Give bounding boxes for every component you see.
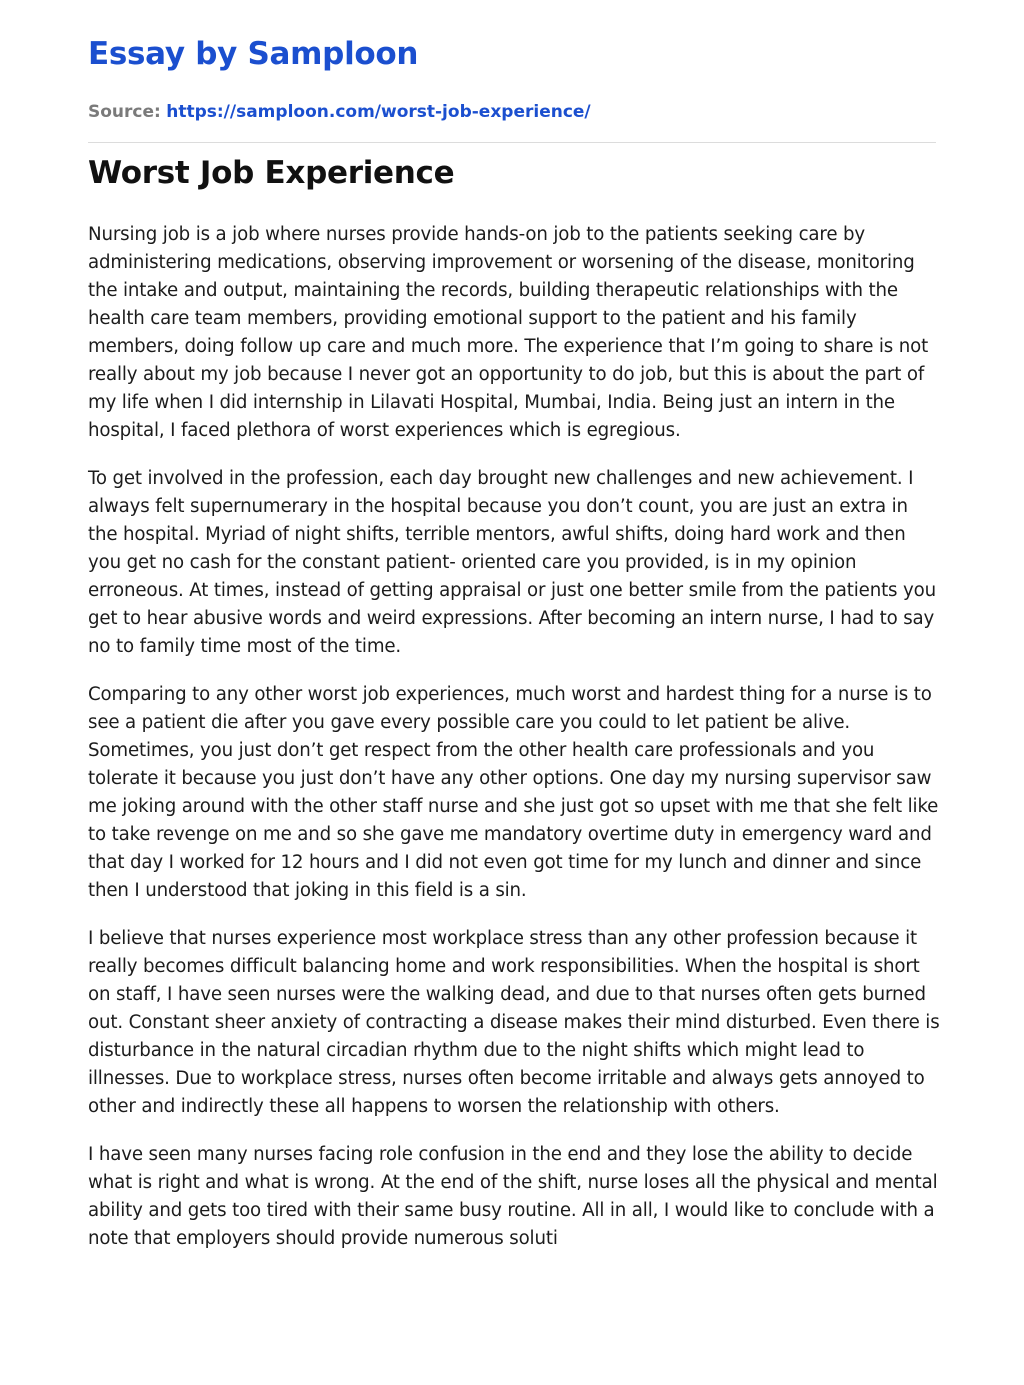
header-divider xyxy=(88,142,936,143)
essay-title: Worst Job Experience xyxy=(88,155,455,191)
essay-paragraph: Comparing to any other worst job experiences, much worst and hardest thing for a nurse is to see a patient die after you gave every possible care you could to let patient be alive. Sometimes, you just don’t get respect from the other health care professionals and you tolerate it because you just don’t have any other options. One day my nursing supervisor saw me joking around with the other staff nurse and she just got so upset with me that she felt like to take revenge on me and so she gave me mandatory overtime duty in emergency ward and that day I worked for 12 hours and I did not even got time for my lunch and dinner and since then I understood that joking in this field is a sin. xyxy=(88,684,939,901)
source-label: Source: xyxy=(88,102,161,122)
source-link[interactable]: https://samploon.com/worst-job-experience/ xyxy=(166,102,591,122)
essay-paragraph: Nursing job is a job where nurses provide hands-on job to the patients seeking care by administering medications, observing improvement or worsening of the disease, monitoring the intake and output, maintaining the records, building therapeutic relationships with the health care team members, providing emotional support to the patient and his family members, doing follow up care and much more. The experience that I’m going to share is not really about my job because I never got an opportunity to do job, but this is about the part of my life when I did internship in Lilavati Hospital, Mumbai, India. Being just an intern in the hospital, I faced plethora of worst experiences which is egregious. xyxy=(88,224,929,441)
essay-paragraph: I have seen many nurses facing role confusion in the end and they lose the ability to decide what is right and what is wrong. At the end of the shift, nurse loses all the physical and mental ability and gets too tired with their same busy routine. All in all, I would like to conclude with a note that employers should provide numerous soluti xyxy=(88,1144,938,1249)
source-line xyxy=(88,102,591,122)
essay-paragraph: To get involved in the profession, each day brought new challenges and new achievement. I always felt supernumerary in the hospital because you don’t count, you are just an extra in the hospital. Myriad of night shifts, terrible mentors, awful shifts, doing hard work and then you get no cash for the constant patient- oriented care you provided, is in my opinion erroneous. At times, instead of getting appraisal or just one better smile from the patients you get to hear abusive words and weird expressions. After becoming an intern nurse, I had to say no to family time most of the time. xyxy=(88,468,936,657)
site-brand-title: Essay by Samploon xyxy=(88,36,419,72)
essay-paragraph: I believe that nurses experience most workplace stress than any other profession because it really becomes difficult balancing home and work responsibilities. When the hospital is short on staff, I have seen nurses were the walking dead, and due to that nurses often gets burned out. Constant sheer anxiety of contracting a disease makes their mind disturbed. Even there is disturbance in the natural circadian rhythm due to the night shifts which might lead to illnesses. Due to workplace stress, nurses often become irritable and always gets annoyed to other and indirectly these all happens to worsen the relationship with others. xyxy=(88,928,940,1117)
essay-body xyxy=(88,221,940,1273)
